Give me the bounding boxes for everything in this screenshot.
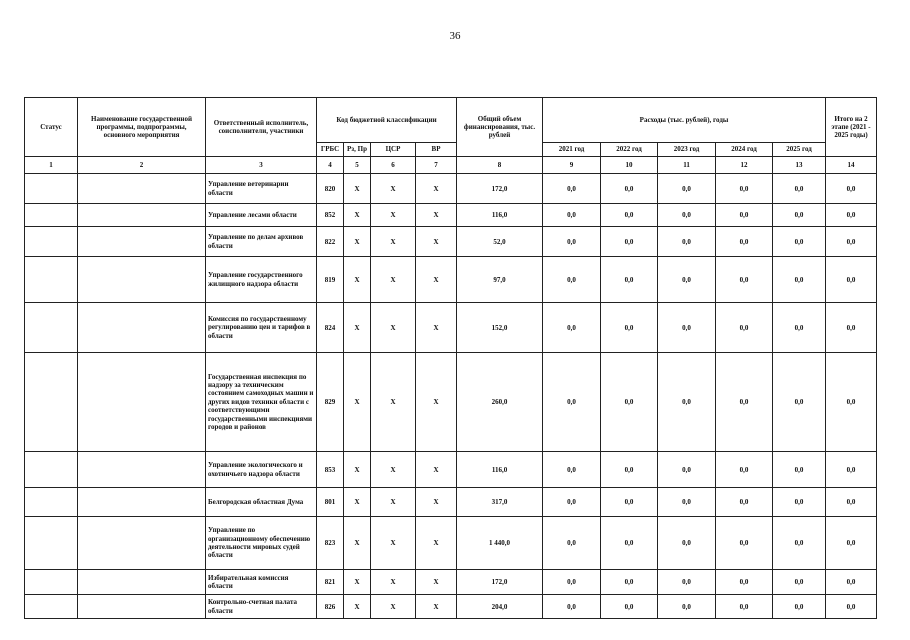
year-2023-cell: 0,0 [658, 204, 716, 227]
year-2021-cell: 0,0 [543, 517, 601, 570]
table-row [25, 174, 877, 204]
table-row [25, 517, 877, 570]
grbs-cell: 853 [317, 452, 344, 488]
year-2022-cell: 0,0 [601, 517, 658, 570]
stage2-total-cell: 0,0 [826, 570, 877, 595]
year-2022-cell: 0,0 [601, 570, 658, 595]
executor-cell: Комиссия по государственному регулированию цен и тарифов в области [206, 303, 317, 353]
stage2-total-cell: 0,0 [826, 595, 877, 619]
year-2025-cell: 0,0 [773, 257, 826, 303]
column-number: 10 [601, 157, 658, 174]
year-2025-cell: 0,0 [773, 517, 826, 570]
vr-cell: Х [416, 452, 457, 488]
vr-cell: Х [416, 227, 457, 257]
column-number-row [25, 157, 877, 174]
csr-cell: Х [371, 204, 416, 227]
year-2024-cell: 0,0 [716, 204, 773, 227]
stage2-total-cell: 0,0 [826, 257, 877, 303]
csr-cell: Х [371, 452, 416, 488]
rz-pr-cell: Х [344, 353, 371, 452]
csr-cell: Х [371, 174, 416, 204]
csr-cell: Х [371, 353, 416, 452]
header-program-name: Наименование государственной программы, подпрограммы, основного мероприятия [78, 98, 206, 157]
program-name-cell [78, 517, 206, 570]
year-2021-cell: 0,0 [543, 353, 601, 452]
total-cell: 172,0 [457, 174, 543, 204]
status-cell [25, 353, 78, 452]
status-cell [25, 204, 78, 227]
stage2-total-cell: 0,0 [826, 204, 877, 227]
vr-cell: Х [416, 257, 457, 303]
year-2023-cell: 0,0 [658, 353, 716, 452]
year-2022-cell: 0,0 [601, 174, 658, 204]
csr-cell: Х [371, 488, 416, 517]
rz-pr-cell: Х [344, 227, 371, 257]
header-vr: ВР [416, 143, 457, 157]
rz-pr-cell: Х [344, 257, 371, 303]
column-number: 12 [716, 157, 773, 174]
vr-cell: Х [416, 517, 457, 570]
header-budget-code: Код бюджетной классификации [317, 98, 457, 143]
year-2022-cell: 0,0 [601, 452, 658, 488]
status-cell [25, 227, 78, 257]
year-2023-cell: 0,0 [658, 257, 716, 303]
program-name-cell [78, 488, 206, 517]
program-name-cell [78, 353, 206, 452]
year-2021-cell: 0,0 [543, 303, 601, 353]
header-year-2021: 2021 год [543, 143, 601, 157]
page-number: 36 [449, 30, 461, 42]
table-row [25, 488, 877, 517]
header-year-2025: 2025 год [773, 143, 826, 157]
table-row [25, 303, 877, 353]
year-2025-cell: 0,0 [773, 227, 826, 257]
year-2022-cell: 0,0 [601, 204, 658, 227]
column-number: 7 [416, 157, 457, 174]
year-2025-cell: 0,0 [773, 488, 826, 517]
total-cell: 1 440,0 [457, 517, 543, 570]
header-expenses: Расходы (тыс. рублей), годы [543, 98, 826, 143]
executor-cell: Государственная инспекция по надзору за техническим состоянием самоходных машин и других видов техники области с соответствующими государственными инспекциями городов и районов [206, 353, 317, 452]
year-2024-cell: 0,0 [716, 257, 773, 303]
year-2021-cell: 0,0 [543, 488, 601, 517]
column-number: 13 [773, 157, 826, 174]
stage2-total-cell: 0,0 [826, 227, 877, 257]
year-2025-cell: 0,0 [773, 452, 826, 488]
executor-cell: Управление по делам архивов области [206, 227, 317, 257]
year-2025-cell: 0,0 [773, 570, 826, 595]
status-cell [25, 517, 78, 570]
year-2025-cell: 0,0 [773, 595, 826, 619]
program-name-cell [78, 452, 206, 488]
status-cell [25, 303, 78, 353]
header-year-2024: 2024 год [716, 143, 773, 157]
year-2024-cell: 0,0 [716, 517, 773, 570]
column-number: 8 [457, 157, 543, 174]
total-cell: 116,0 [457, 204, 543, 227]
year-2021-cell: 0,0 [543, 452, 601, 488]
year-2021-cell: 0,0 [543, 570, 601, 595]
column-number: 9 [543, 157, 601, 174]
status-cell [25, 570, 78, 595]
year-2024-cell: 0,0 [716, 595, 773, 619]
stage2-total-cell: 0,0 [826, 452, 877, 488]
vr-cell: Х [416, 303, 457, 353]
column-number: 3 [206, 157, 317, 174]
vr-cell: Х [416, 595, 457, 619]
grbs-cell: 852 [317, 204, 344, 227]
year-2022-cell: 0,0 [601, 227, 658, 257]
year-2024-cell: 0,0 [716, 174, 773, 204]
year-2024-cell: 0,0 [716, 353, 773, 452]
program-name-cell [78, 174, 206, 204]
executor-cell: Управление государственного жилищного надзора области [206, 257, 317, 303]
year-2022-cell: 0,0 [601, 488, 658, 517]
year-2021-cell: 0,0 [543, 257, 601, 303]
vr-cell: Х [416, 570, 457, 595]
total-cell: 152,0 [457, 303, 543, 353]
total-cell: 317,0 [457, 488, 543, 517]
vr-cell: Х [416, 353, 457, 452]
stage2-total-cell: 0,0 [826, 174, 877, 204]
executor-cell: Белгородская областная Дума [206, 488, 317, 517]
header-csr: ЦСР [371, 143, 416, 157]
rz-pr-cell: Х [344, 595, 371, 619]
table-row [25, 204, 877, 227]
rz-pr-cell: Х [344, 570, 371, 595]
year-2025-cell: 0,0 [773, 204, 826, 227]
grbs-cell: 819 [317, 257, 344, 303]
total-cell: 116,0 [457, 452, 543, 488]
executor-cell: Управление ветеринарии области [206, 174, 317, 204]
grbs-cell: 824 [317, 303, 344, 353]
grbs-cell: 822 [317, 227, 344, 257]
stage2-total-cell: 0,0 [826, 303, 877, 353]
year-2023-cell: 0,0 [658, 227, 716, 257]
program-name-cell [78, 257, 206, 303]
header-total-volume: Общий объем финансирования, тыс. рублей [457, 98, 543, 157]
table-row [25, 353, 877, 452]
stage2-total-cell: 0,0 [826, 488, 877, 517]
rz-pr-cell: Х [344, 452, 371, 488]
csr-cell: Х [371, 257, 416, 303]
column-number: 11 [658, 157, 716, 174]
year-2023-cell: 0,0 [658, 595, 716, 619]
year-2022-cell: 0,0 [601, 353, 658, 452]
header-executor: Ответственный исполнитель, соисполнители, участники [206, 98, 317, 157]
program-name-cell [78, 204, 206, 227]
grbs-cell: 826 [317, 595, 344, 619]
program-name-cell [78, 227, 206, 257]
grbs-cell: 829 [317, 353, 344, 452]
column-number: 1 [25, 157, 78, 174]
executor-cell: Управление по организационному обеспечению деятельности мировых судей области [206, 517, 317, 570]
year-2024-cell: 0,0 [716, 452, 773, 488]
total-cell: 172,0 [457, 570, 543, 595]
column-number: 5 [344, 157, 371, 174]
status-cell [25, 257, 78, 303]
year-2022-cell: 0,0 [601, 303, 658, 353]
year-2022-cell: 0,0 [601, 257, 658, 303]
year-2023-cell: 0,0 [658, 488, 716, 517]
program-name-cell [78, 303, 206, 353]
year-2024-cell: 0,0 [716, 227, 773, 257]
status-cell [25, 174, 78, 204]
header-rz-pr: Рз, Пр [344, 143, 371, 157]
year-2021-cell: 0,0 [543, 204, 601, 227]
year-2021-cell: 0,0 [543, 595, 601, 619]
program-name-cell [78, 570, 206, 595]
year-2024-cell: 0,0 [716, 488, 773, 517]
status-cell [25, 595, 78, 619]
header-year-2022: 2022 год [601, 143, 658, 157]
total-cell: 260,0 [457, 353, 543, 452]
year-2023-cell: 0,0 [658, 570, 716, 595]
year-2021-cell: 0,0 [543, 174, 601, 204]
status-cell [25, 452, 78, 488]
rz-pr-cell: Х [344, 204, 371, 227]
executor-cell: Контрольно-счетная палата области [206, 595, 317, 619]
table-row [25, 227, 877, 257]
vr-cell: Х [416, 174, 457, 204]
status-cell [25, 488, 78, 517]
header-status: Статус [25, 98, 78, 157]
rz-pr-cell: Х [344, 488, 371, 517]
total-cell: 52,0 [457, 227, 543, 257]
year-2024-cell: 0,0 [716, 570, 773, 595]
table-row [25, 257, 877, 303]
column-number: 14 [826, 157, 877, 174]
rz-pr-cell: Х [344, 174, 371, 204]
budget-table [24, 97, 877, 619]
header-total-stage2: Итого на 2 этапе (2021 - 2025 годы) [826, 98, 877, 157]
csr-cell: Х [371, 303, 416, 353]
csr-cell: Х [371, 517, 416, 570]
grbs-cell: 820 [317, 174, 344, 204]
vr-cell: Х [416, 488, 457, 517]
grbs-cell: 821 [317, 570, 344, 595]
vr-cell: Х [416, 204, 457, 227]
year-2024-cell: 0,0 [716, 303, 773, 353]
csr-cell: Х [371, 227, 416, 257]
executor-cell: Управление экологического и охотничьего надзора области [206, 452, 317, 488]
csr-cell: Х [371, 570, 416, 595]
total-cell: 204,0 [457, 595, 543, 619]
year-2021-cell: 0,0 [543, 227, 601, 257]
year-2025-cell: 0,0 [773, 353, 826, 452]
grbs-cell: 801 [317, 488, 344, 517]
year-2023-cell: 0,0 [658, 174, 716, 204]
table-row [25, 595, 877, 619]
year-2023-cell: 0,0 [658, 452, 716, 488]
header-grbs: ГРБС [317, 143, 344, 157]
executor-cell: Избирательная комиссия области [206, 570, 317, 595]
grbs-cell: 823 [317, 517, 344, 570]
total-cell: 97,0 [457, 257, 543, 303]
table-row [25, 570, 877, 595]
csr-cell: Х [371, 595, 416, 619]
rz-pr-cell: Х [344, 517, 371, 570]
rz-pr-cell: Х [344, 303, 371, 353]
program-name-cell [78, 595, 206, 619]
column-number: 2 [78, 157, 206, 174]
header-year-2023: 2023 год [658, 143, 716, 157]
executor-cell: Управление лесами области [206, 204, 317, 227]
year-2022-cell: 0,0 [601, 595, 658, 619]
column-number: 4 [317, 157, 344, 174]
stage2-total-cell: 0,0 [826, 517, 877, 570]
year-2025-cell: 0,0 [773, 303, 826, 353]
table-row [25, 452, 877, 488]
year-2025-cell: 0,0 [773, 174, 826, 204]
year-2023-cell: 0,0 [658, 517, 716, 570]
stage2-total-cell: 0,0 [826, 353, 877, 452]
year-2023-cell: 0,0 [658, 303, 716, 353]
column-number: 6 [371, 157, 416, 174]
